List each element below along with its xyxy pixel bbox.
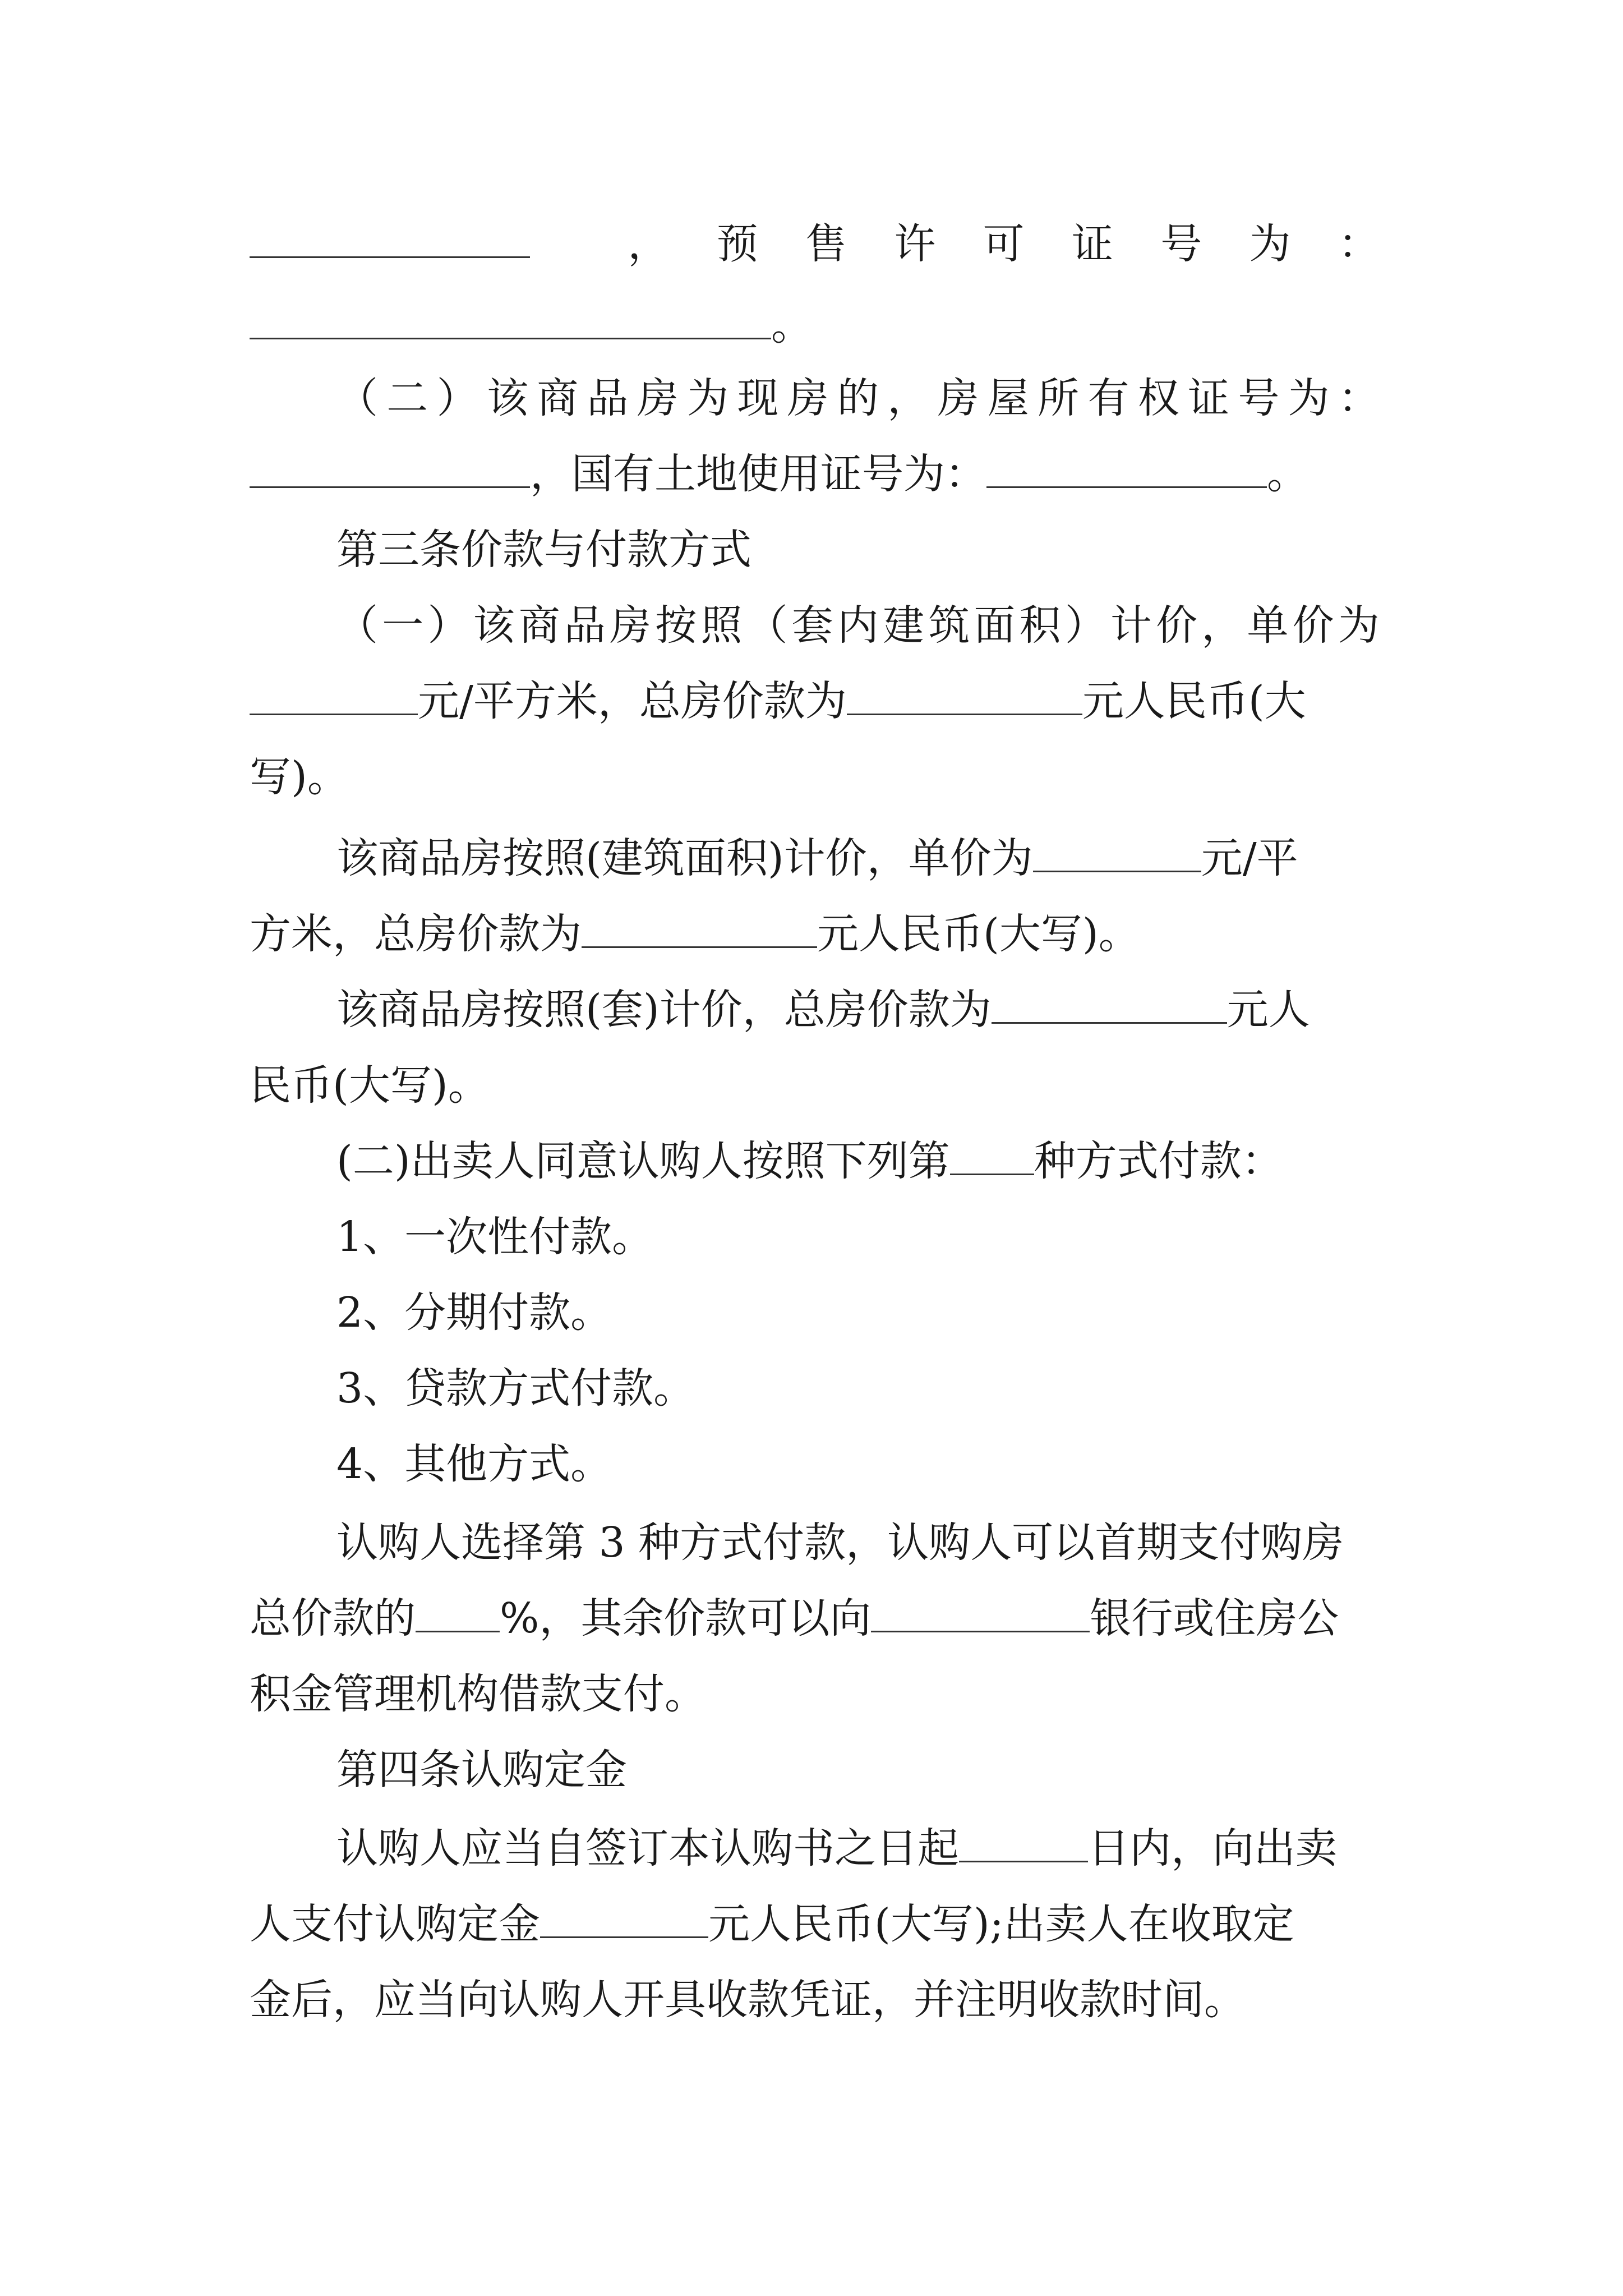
char: 房	[610, 601, 652, 650]
blank-field	[986, 447, 1267, 488]
deposit-deadline-line	[336, 1820, 1380, 1876]
blank-field	[416, 1591, 500, 1632]
char: 照	[700, 601, 743, 650]
line-text: 种方式付款：	[1034, 1137, 1283, 1185]
line-text: 认购人应当自签订本认购书之日起	[336, 1824, 959, 1872]
existing-house-line	[336, 370, 1380, 426]
char: （	[746, 601, 788, 650]
blank-field	[992, 983, 1227, 1024]
presale-permit-blank-line	[250, 297, 1380, 353]
payment-option-2: 2、分期付款。	[336, 1289, 612, 1337]
char: 房	[937, 374, 979, 422]
char: 房	[787, 374, 829, 422]
char: 证	[1188, 374, 1230, 422]
blank-field	[950, 1134, 1034, 1175]
char: （	[336, 601, 378, 650]
line-end: 。	[1267, 450, 1308, 498]
char: 现	[737, 374, 779, 422]
line-text: 元人民币(大	[1082, 677, 1306, 725]
line-text: %，其余价款可以向	[500, 1594, 872, 1642]
char: 该	[486, 374, 528, 422]
char: 号	[1160, 220, 1202, 268]
payment-method-line	[336, 1133, 1380, 1189]
line-text: 该商品房按照(套)计价，总房价款为	[336, 986, 992, 1034]
blank-field	[1033, 831, 1201, 872]
char: 售	[805, 220, 847, 268]
char: 许	[894, 220, 936, 268]
paragraph-line: 写)。	[250, 753, 349, 801]
char: 建	[883, 601, 925, 650]
line-text: 人支付认购定金	[250, 1900, 540, 1948]
char: 的	[837, 374, 879, 422]
section-heading: 第三条价款与付款方式	[336, 526, 751, 574]
line-text: ，国有土地使用证号为：	[530, 450, 986, 498]
paragraph-line: 认购人选择第 3 种方式付款，认购人可以首期支付购房	[336, 1519, 1344, 1567]
char: 为	[1249, 220, 1291, 268]
per-unit-pricing-line	[336, 982, 1380, 1038]
deposit-amount-line	[250, 1896, 1380, 1952]
char: ，	[887, 374, 929, 422]
char: 面	[974, 601, 1016, 650]
payment-option-1: 1、一次性付款。	[336, 1213, 654, 1261]
char: 计	[1110, 601, 1152, 650]
blank-field	[871, 1591, 1090, 1632]
line-text: 元/平方米，总房价款为	[418, 677, 847, 725]
paragraph-line: 金后，应当向认购人开具收款凭证，并注明收款时间。	[250, 1976, 1246, 2024]
char: ，	[1201, 601, 1243, 650]
line-text: 该商品房按照(建筑面积)计价，单价为	[336, 834, 1033, 882]
line-text: 方米，总房价款为	[250, 910, 582, 958]
line-text: 元人民币(大写)。	[817, 910, 1140, 958]
char: 预	[716, 220, 758, 268]
char: 价	[1292, 601, 1334, 650]
char: （	[336, 374, 378, 422]
char: 商	[518, 601, 560, 650]
building-area-pricing-line	[336, 830, 1380, 886]
char: ）	[1064, 601, 1106, 650]
payment-option-3: 3、贷款方式付款。	[336, 1364, 695, 1412]
payment-option-4: 4、其他方式。	[336, 1440, 612, 1488]
char: ）	[427, 601, 469, 650]
char: 品	[587, 374, 629, 422]
char: 证	[1071, 220, 1113, 268]
char: 屋	[987, 374, 1029, 422]
pricing-clause-line	[336, 597, 1380, 654]
blank-field	[582, 907, 817, 948]
char: 为	[1288, 374, 1330, 422]
line-text: (二)出卖人同意认购人按照下列第	[336, 1137, 950, 1185]
char: 房	[637, 374, 679, 422]
line-text: 元/平	[1201, 834, 1298, 882]
char: 所	[1038, 374, 1080, 422]
char: 一	[382, 601, 424, 650]
presale-permit-line	[250, 216, 1380, 272]
down-payment-line	[250, 1590, 1380, 1646]
blank-field	[959, 1821, 1088, 1862]
section-heading: 第四条认购定金	[336, 1746, 627, 1794]
blank-field	[540, 1897, 708, 1938]
char: 有	[1087, 374, 1129, 422]
char: ）	[436, 374, 478, 422]
line-end: 。	[771, 301, 813, 349]
char: ，	[628, 220, 670, 268]
paragraph-line: 民币(大写)。	[250, 1061, 490, 1110]
char: 积	[1019, 601, 1061, 650]
char: 为	[687, 374, 729, 422]
line-text: 元人	[1227, 986, 1310, 1034]
char: 二	[386, 374, 428, 422]
char: 为	[1338, 601, 1380, 650]
line-text: 元人民币(大写);出卖人在收取定	[708, 1900, 1294, 1948]
char: 商	[537, 374, 579, 422]
char: 品	[564, 601, 606, 650]
blank-field	[250, 447, 530, 488]
char: 套	[791, 601, 833, 650]
char: ：	[1338, 374, 1380, 422]
line-text: 日内，向出卖	[1088, 1824, 1337, 1872]
char: 权	[1137, 374, 1179, 422]
char: 可	[983, 220, 1025, 268]
char: 单	[1247, 601, 1289, 650]
line-text: 银行或住房公	[1090, 1594, 1339, 1642]
char: 按	[655, 601, 697, 650]
char: 该	[473, 601, 515, 650]
paragraph-line: 积金管理机构借款支付。	[250, 1670, 706, 1718]
blank-field	[250, 298, 771, 339]
blank-field	[250, 674, 418, 715]
line-text: 总价款的	[250, 1594, 416, 1642]
char: ：	[1338, 220, 1380, 268]
blank-field	[847, 674, 1082, 715]
char: 内	[837, 601, 879, 650]
char: 价	[1156, 601, 1198, 650]
unit-price-line	[250, 673, 1380, 729]
total-price-line	[250, 906, 1380, 962]
blank-field	[250, 217, 530, 258]
land-use-cert-line	[250, 446, 1380, 502]
char: 筑	[928, 601, 970, 650]
char: 号	[1238, 374, 1280, 422]
